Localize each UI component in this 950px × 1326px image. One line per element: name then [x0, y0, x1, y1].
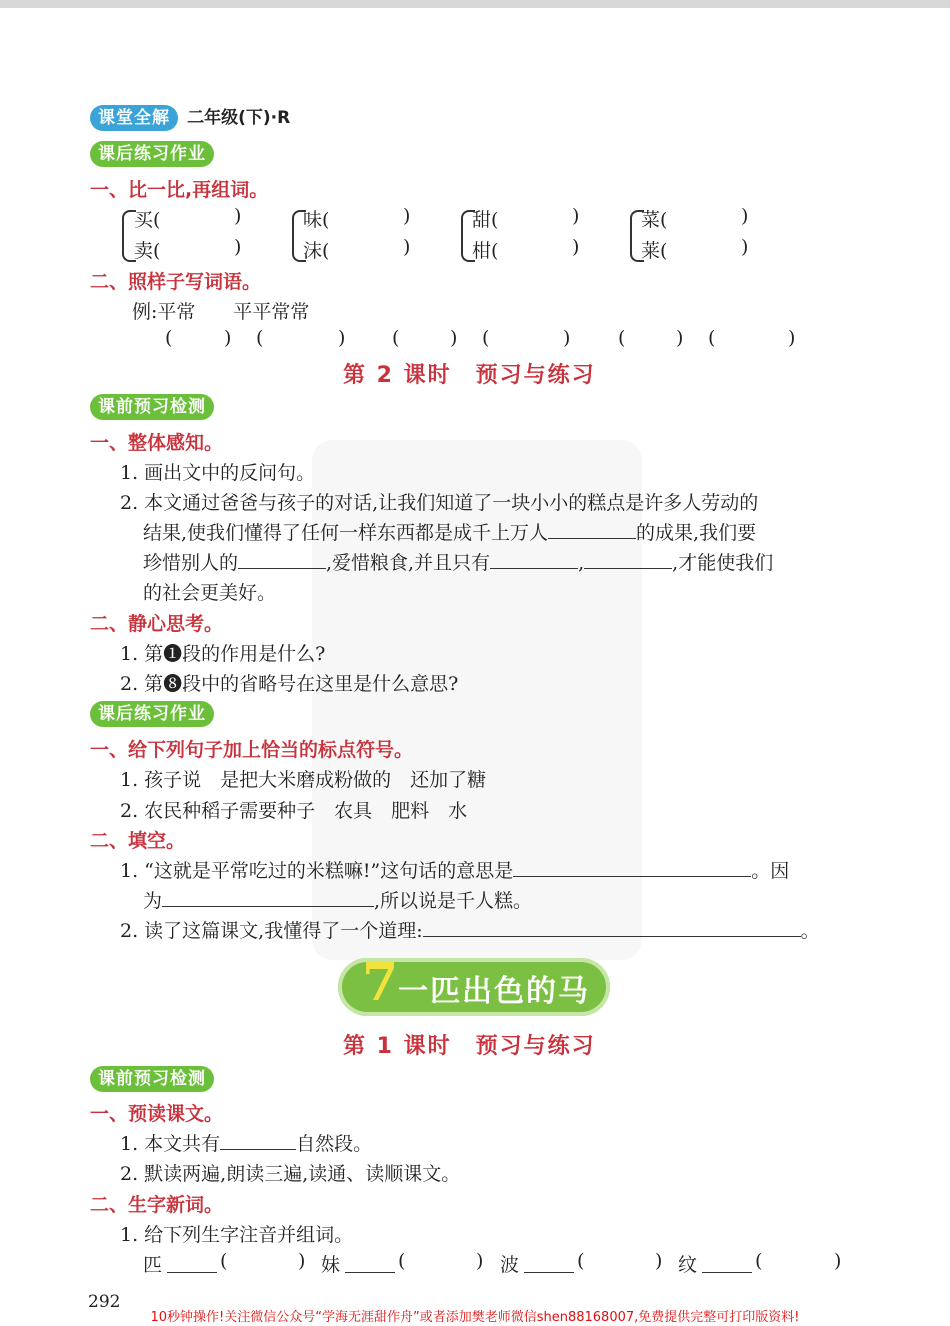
- answer-blank[interactable]: [548, 520, 636, 539]
- question-item: 2. 默读两遍,朗读三遍,读通、读顺课文。: [120, 1163, 461, 1185]
- paren-close: ): [476, 1250, 484, 1272]
- paren-open: (: [482, 327, 490, 349]
- paren-open: (: [577, 1250, 585, 1272]
- pinyin-blank[interactable]: [524, 1254, 574, 1273]
- answer-blank[interactable]: [513, 858, 751, 877]
- pair-char: 甜(: [472, 209, 499, 231]
- page-number: 292: [88, 1292, 121, 1312]
- char-item: 波: [500, 1254, 520, 1276]
- paren-close: ): [234, 205, 242, 227]
- question-item: 1. 画出文中的反问句。: [120, 462, 316, 484]
- answer-blank[interactable]: [584, 550, 672, 569]
- question-item-line: 结果,使我们懂得了任何一样东西都是成千上万人 的成果,我们要: [143, 522, 757, 544]
- question-item-line: 珍惜别人的 ,爱惜粮食,并且只有 , ,才能使我们: [143, 552, 774, 574]
- question-item: 1. 给下列生字注音并组词。: [120, 1224, 354, 1246]
- paren-open: (: [398, 1250, 406, 1272]
- question-item-line: 1. 本文共有 自然段。: [120, 1133, 373, 1155]
- paren-open: (: [392, 327, 400, 349]
- section-tag: 课前预习检测: [90, 1066, 214, 1092]
- lesson-title: 第 2 课时 预习与练习: [343, 363, 596, 388]
- paren-open: (: [220, 1250, 228, 1272]
- paren-close: ): [403, 205, 411, 227]
- char-item: 妹: [321, 1254, 341, 1276]
- paren-close: ): [572, 236, 580, 258]
- paren-close: ): [741, 236, 749, 258]
- answer-blank[interactable]: [238, 550, 326, 569]
- pinyin-blank[interactable]: [345, 1254, 395, 1273]
- question-item: 1. 第❶段的作用是什么?: [120, 643, 326, 665]
- question-title: 一、预读课文。: [90, 1103, 224, 1125]
- paren-close: ): [676, 327, 684, 349]
- page-header: [90, 103, 290, 131]
- question-title: 二、静心思考。: [90, 613, 224, 635]
- question-item-line: 的社会更美好。: [143, 582, 277, 604]
- pair-char: 莱(: [641, 240, 668, 262]
- answer-blank[interactable]: [490, 550, 578, 569]
- header-badge: 课堂全解: [90, 105, 178, 131]
- pair-char: 柑(: [472, 240, 499, 262]
- section-tag: 课后练习作业: [90, 701, 214, 727]
- paren-close: ): [741, 205, 749, 227]
- paren-open: (: [165, 327, 173, 349]
- paren-close: ): [224, 327, 232, 349]
- paren-close: ): [450, 327, 458, 349]
- paren-open: (: [755, 1250, 763, 1272]
- pair-char: 买(: [134, 209, 161, 231]
- chapter-number: 7: [362, 952, 399, 1013]
- question-item-line: 1. “这就是平常吃过的米糕嘛!”这句话的意思是 。因: [120, 860, 790, 882]
- paren-close: ): [834, 1250, 842, 1272]
- paren-close: ): [572, 205, 580, 227]
- question-item: 2. 本文通过爸爸与孩子的对话,让我们知道了一块小小的糕点是许多人劳动的: [120, 492, 759, 514]
- top-border: [0, 0, 950, 8]
- pair-char: 味(: [303, 209, 330, 231]
- pinyin-blank[interactable]: [167, 1254, 217, 1273]
- paren-close: ): [788, 327, 796, 349]
- section-tag: 课后练习作业: [90, 141, 214, 167]
- question-item: 2. 第❽段中的省略号在这里是什么意思?: [120, 673, 459, 695]
- question-title: 一、比一比,再组词。: [90, 179, 269, 201]
- question-title: 二、照样子写词语。: [90, 271, 262, 293]
- answer-blank[interactable]: [220, 1131, 296, 1150]
- answer-blank[interactable]: [423, 918, 801, 937]
- question-item-line: 2. 读了这篇课文,我懂得了一个道理: 。: [120, 920, 820, 942]
- paren-open: (: [256, 327, 264, 349]
- char-item: 纹: [678, 1254, 698, 1276]
- pair-char: 菜(: [641, 209, 668, 231]
- chapter-title: 一匹出色的马: [398, 974, 590, 1009]
- paren-close: ): [338, 327, 346, 349]
- example-line: 例:平常 平平常常: [132, 301, 310, 323]
- paren-close: ): [298, 1250, 306, 1272]
- paren-close: ): [403, 236, 411, 258]
- question-item: 1. 孩子说 是把大米磨成粉做的 还加了糖: [120, 769, 487, 791]
- lesson-title: 第 1 课时 预习与练习: [343, 1034, 596, 1059]
- grade-label: 二年级(下)·R: [187, 108, 291, 128]
- paren-close: ): [234, 236, 242, 258]
- pair-char: 卖(: [134, 240, 161, 262]
- pinyin-blank[interactable]: [702, 1254, 752, 1273]
- question-title: 一、整体感知。: [90, 432, 224, 454]
- pair-char: 沫(: [303, 240, 330, 262]
- paren-open: (: [618, 327, 626, 349]
- section-tag: 课前预习检测: [90, 394, 214, 420]
- paren-close: ): [563, 327, 571, 349]
- question-title: 二、生字新词。: [90, 1194, 224, 1216]
- question-item: 2. 农民种稻子需要种子 农具 肥料 水: [120, 800, 468, 822]
- paren-close: ): [655, 1250, 663, 1272]
- question-title: 一、给下列句子加上恰当的标点符号。: [90, 739, 414, 761]
- char-item: 匹: [143, 1254, 163, 1276]
- paren-open: (: [708, 327, 716, 349]
- footer-notice: 10秒钟操作!关注微信公众号“学海无涯甜作舟”或者添加樊老师微信shen88168007,免费提供完整可打印版资料!: [150, 1310, 800, 1325]
- question-item-line: 为 ,所以说是千人糕。: [143, 890, 533, 912]
- question-title: 二、填空。: [90, 830, 186, 852]
- answer-blank[interactable]: [162, 888, 374, 907]
